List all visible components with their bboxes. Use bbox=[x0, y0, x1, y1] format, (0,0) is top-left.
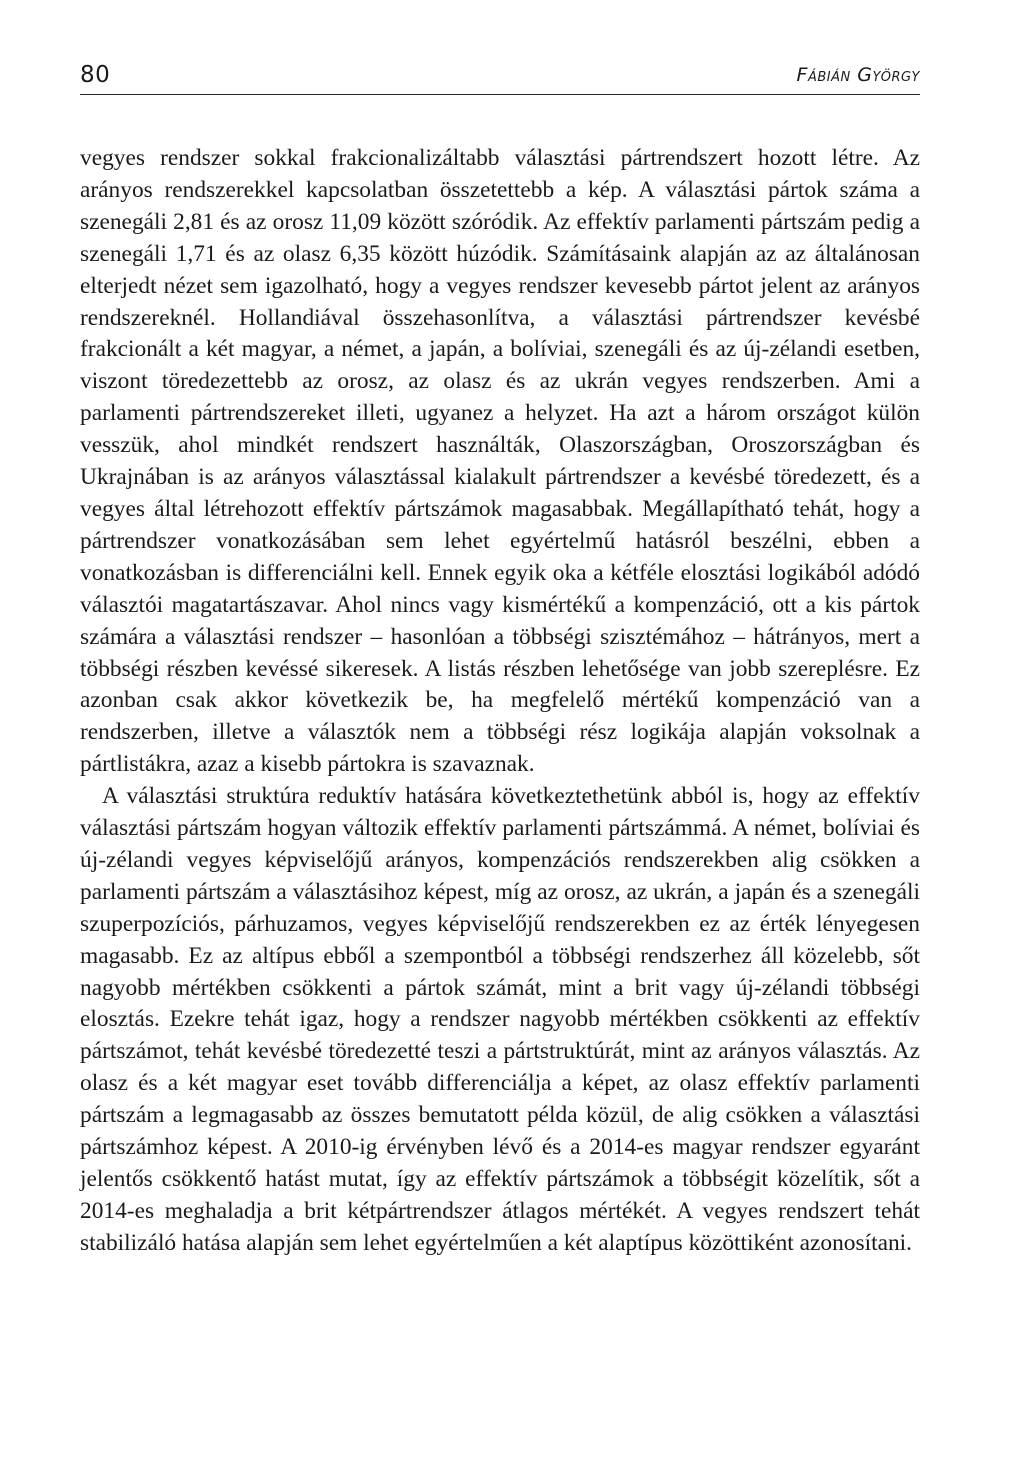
paragraph-2: A választási struktúra reduktív hatására következtethetünk abból is, hogy az effektív választási pártszám hogyan változik effektív parlamenti pártszámmá. A német, bolíviai és új-zélandi vegyes képviselőjű arányos, kompenzációs rendszerekben alig csökken a parlamenti pártszám a választásihoz képest, míg az orosz, az ukrán, a japán és a szenegáli szuperpozíciós, párhuzamos, vegyes képviselőjű rendszerekben ez az érték lényegesen magasabb. Ez az altípus ebből a szempontból a többségi rendszerhez áll közelebb, sőt nagyobb mértékben csökkenti a pártok számát, mint a brit vagy új-zélandi többségi elosztás. Ezekre tehát igaz, hogy a rendszer nagyobb mértékben csökkenti az effektív pártszámot, tehát kevésbé töredezetté teszi a pártstruktúrát, mint az arányos választás. Az olasz és a két magyar eset tovább differenciálja a képet, az olasz effektív parlamenti pártszám a legmagasabb az összes bemutatott példa közül, de alig csökken a választási pártszámhoz képest. A 2010-ig érvényben lévő és a 2014-es magyar rendszer egyaránt jelentős csökkentő hatást mutat, így az effektív pártszámok a többségit közelítik, sőt a 2014-es meghaladja a brit kétpártrendszer átlagos mértékét. A vegyes rendszert tehát stabilizáló hatása alapján sem lehet egyértelműen a két alaptípus közöttiként azonosítani. bbox=[80, 783, 920, 1256]
running-header bbox=[80, 58, 920, 95]
body-text bbox=[80, 143, 920, 1260]
page-number: 80 bbox=[80, 62, 111, 88]
paragraph-1: vegyes rendszer sokkal frakcionalizáltabb választási pártrendszert hozott létre. Az arányos rendszerekkel kapcsolatban összetettebb a kép. A választási pártok száma a szenegáli 2,81 és az orosz 11,09 között szóródik. Az effektív parlamenti pártszám pedig a szenegáli 1,71 és az olasz 6,35 között húzódik. Számításaink alapján az az általánosan elterjedt nézet sem igazolható, hogy a vegyes rendszer kevesebb pártot jelent az arányos rendszereknél. Hollandiával összehasonlítva, a választási pártrendszer kevésbé frakcionált a két magyar, a német, a japán, a bolíviai, szenegáli és az új-zélandi esetben, viszont töredezettebb az orosz, az olasz és az ukrán vegyes rendszerben. Ami a parlamenti pártrendszereket illeti, ugyanez a helyzet. Ha azt a három országot külön vesszük, ahol mindkét rendszert használták, Olaszországban, Oroszországban és Ukrajnában is az arányos választással kialakult pártrendszer a kevésbé töredezett, és a vegyes által létrehozott effektív pártszámok magasabbak. Megállapítható tehát, hogy a pártrendszer vonatkozásában sem lehet egyértelmű hatásról beszélni, ebben a vonatkozásban is differenciálni kell. Ennek egyik oka a kétféle elosztási logikából adódó választói magatartászavar. Ahol nincs vagy kismértékű a kompenzáció, ott a kis pártok számára a választási rendszer – hasonlóan a többségi szisztémához – hátrányos, mert a többségi részben kevéssé sikeresek. A listás részben lehetősége van jobb szereplésre. Ez azonban csak akkor következik be, ha megfelelő mértékű kompenzáció van a rendszerben, illetve a választók nem a többségi rész logikája alapján voksolnak a pártlistákra, azaz a kisebb pártokra is szavaznak. bbox=[80, 145, 920, 778]
running-title-author: Fábián György bbox=[796, 64, 920, 86]
